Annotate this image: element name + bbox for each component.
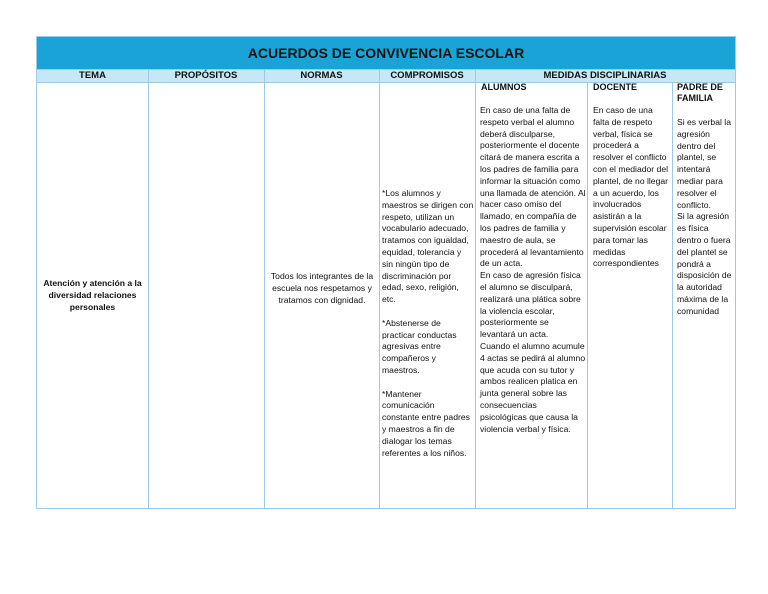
divider bbox=[475, 69, 476, 508]
cell-normas: Todos los integrantes de la escuela nos respetamos y tratamos con dignidad. bbox=[270, 271, 374, 305]
cell-alumnos: En caso de una falta de respeto verbal el alumno deberá disculparse, posteriormente el docente citará de manera escrita a los padres de familia para informar la situación como una llamada de atención. Al hacer caso omiso del llamado, en compañía de los padres de familia y maestro de aula, se procederá al levantamiento de un acta. En caso de agresión física el alumno se disculpará, realizará una plática sobre la violencia escolar, posteriormente se levantará un acta. Cuando el alumno acumule 4 actas se pedirá al alumno que acuda con su tutor y ambos realicen platica en junta general sobre las consecuencias psicológicas que causa la violencia verbal y física. bbox=[480, 105, 586, 434]
divider bbox=[148, 69, 149, 508]
cell-tema: Atención y atención a la diversidad relaciones personales bbox=[43, 278, 142, 312]
header-normas: NORMAS bbox=[300, 70, 343, 81]
header-medidas: MEDIDAS DISCIPLINARIAS bbox=[543, 70, 667, 81]
subheader-docente: DOCENTE bbox=[593, 82, 638, 92]
cell-compromisos: *Los alumnos y maestros se dirigen con respeto, utilizan un vocabulario adecuado, tratamos con igualdad, equidad, tolerancia y sin ningún tipo de discriminación por edad, sexo, religión, etc. *Abstenerse de practicar conductas agresivas entre compañeros y maestros. *Mantener comunicación constante entre padres y maestros a fin de dialogar los temas referentes a los niños. bbox=[382, 188, 474, 458]
divider bbox=[379, 69, 380, 508]
table-title: ACUERDOS DE CONVIVENCIA ESCOLAR bbox=[37, 37, 735, 69]
subheader-padre: PADRE DE FAMILIA bbox=[677, 82, 723, 103]
divider bbox=[264, 69, 265, 508]
cell-docente: En caso de una falta de respeto verbal, física se procederá a resolver el conflicto con el mediador del plantel, de no llegar a un acuerdo, los involucrados asistirán a la supervisión escolar para tomar las medidas correspondientes bbox=[593, 105, 669, 269]
convivencia-table bbox=[36, 36, 736, 509]
header-propositos: PROPÓSITOS bbox=[174, 70, 238, 81]
header-compromisos: COMPROMISOS bbox=[390, 70, 464, 81]
divider bbox=[672, 82, 673, 508]
cell-padre: Si es verbal la agresión dentro del plantel, se intentará mediar para resolver el conflicto. Si la agresión es física dentro o fuera del plantel se pondrá a disposición de la autoridad máxima de la comunidad bbox=[677, 117, 732, 316]
header-tema: TEMA bbox=[79, 70, 106, 81]
subheader-alumnos: ALUMNOS bbox=[481, 82, 527, 92]
divider bbox=[587, 82, 588, 508]
